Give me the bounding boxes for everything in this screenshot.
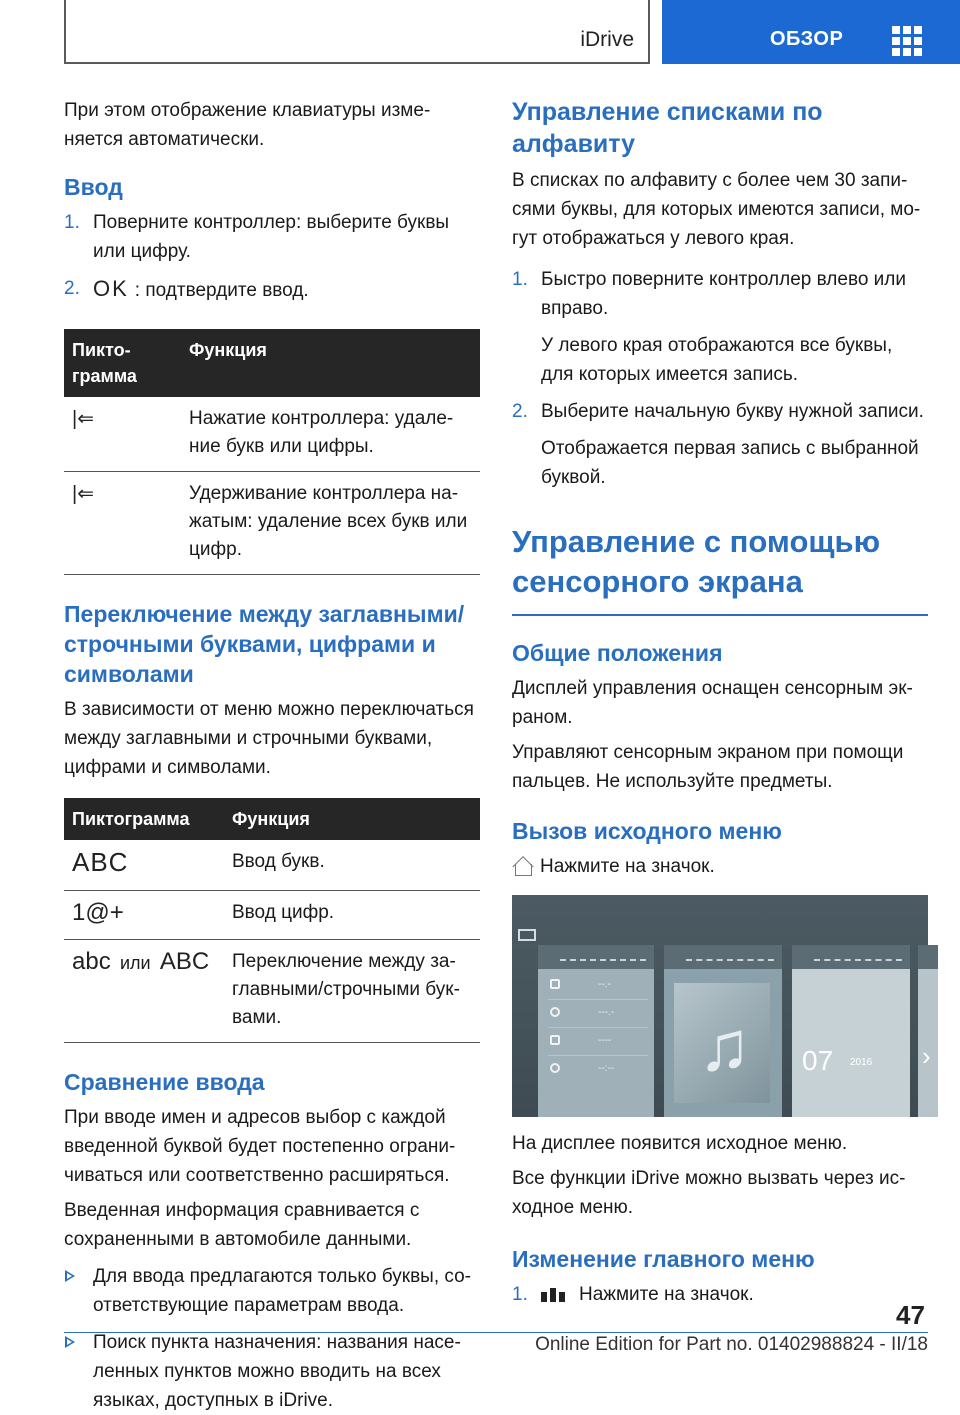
heading-alphabet: Управление списками по алфавиту [512, 98, 823, 158]
music-note-icon: ♫ [698, 1007, 751, 1085]
table-row: |⇐ Нажатие контроллера: удаление букв или цифры. [64, 397, 480, 472]
step-item: 1. Нажмите на значок. [512, 1284, 754, 1305]
ok-icon: OK [93, 276, 129, 301]
step-item: 1. Поверните контроллер: выберите буквы или цифру. [64, 212, 450, 262]
chevron-right-icon: › [922, 1041, 931, 1071]
home-icon [512, 856, 534, 876]
media-widget [664, 945, 782, 1117]
delete-all-icon: |⇐ [72, 483, 94, 505]
heading-touchscreen: Управление с помощью сенсорного экрана [512, 522, 928, 616]
home-instruction: Нажмите на значок. [512, 852, 928, 881]
list-item: Для ввода предлагаются только буквы, соответствующие параметрам ввода. [64, 1262, 480, 1320]
table-row: |⇐ Удерживание контроллера нажатым: удаление всех букв или цифр. [64, 472, 480, 575]
lowercase-icon: abc [72, 948, 111, 975]
phone-widget: 07 2016 [792, 945, 910, 1117]
paragraph-general-2: Управляют сенсорным экраном при помощи пальцев. Не используйте предметы. [512, 742, 904, 792]
picto-table [64, 798, 480, 1043]
left-column [64, 96, 480, 1415]
table-header-function: Функция [224, 798, 480, 840]
heading-change-menu: Изменение главного меню [512, 1246, 815, 1272]
menu-edit-icon [518, 929, 536, 941]
input-steps [64, 208, 480, 305]
header-frame [64, 0, 650, 64]
change-steps [512, 1280, 928, 1309]
header-tab-label: ОБЗОР [770, 28, 844, 50]
footer-edition: Online Edition for Part no. 01402988824 - II/18 [535, 1334, 928, 1355]
paragraph-alphabet: В списках по алфавиту с более чем 30 записями буквы, для которых имеются записи, могут отображаться у левого края. [512, 170, 921, 249]
digits-icon: 1@+ [72, 899, 124, 926]
page-number: 47 [896, 1300, 925, 1330]
step-item: 1. Быстро поверните контроллер влево или вправо. У левого края отображаются все буквы, для которых имеется запись. [512, 269, 906, 385]
heading-compare: Сравнение ввода [64, 1069, 265, 1095]
delete-icon: |⇐ [72, 408, 94, 430]
paragraph-switch: В зависимости от меню можно переключаться между заглавными и строчными буквами, цифрами и символами. [64, 699, 474, 778]
heading-switch-case: Переключение между заглавными/ строчными буквами, цифрами и символами [64, 601, 465, 687]
grid-icon [892, 26, 922, 54]
table-header-function: Функция [181, 329, 480, 397]
paragraph-keyboard-auto: При этом отображение клавиатуры изменяется автоматически. [64, 100, 431, 150]
table-header-picto: Пиктограмма [64, 798, 224, 840]
paragraph-compare-2: Введенная информация сравнивается с сохраненными в автомобиле данными. [64, 1200, 420, 1250]
heading-home-menu: Вызов исходного меню [512, 818, 782, 844]
list-item: Поиск пункта назначения: названия населенных пунктов можно вводить на всех языках, доступных в iDrive. [64, 1328, 480, 1415]
heading-input: Ввод [64, 174, 123, 200]
table-row: abc или ABC Переключение между заглавными/строчными буквами. [64, 940, 480, 1043]
delete-table [64, 329, 480, 575]
paragraph-compare-1: При вводе имен и адресов выбор с каждой введенной буквой будет постепенно ограничиваться или соответственно расширяться. [64, 1107, 456, 1186]
step-item: 2. Выберите начальную букву нужной записи. Отображается первая запись с выбранной буквой. [512, 401, 924, 488]
nav-widget: --.- ---.- ---- --:-- [538, 945, 654, 1117]
uppercase-icon: ABC [159, 948, 210, 975]
next-widget [918, 945, 938, 1117]
table-header-picto: Пиктограмма [64, 329, 181, 397]
screen-image [512, 895, 931, 1117]
header-tab-overview[interactable] [662, 0, 960, 64]
menu-bars-icon [541, 1288, 567, 1302]
table-row: ABC Ввод букв. [64, 840, 480, 891]
heading-general: Общие положения [512, 640, 723, 666]
header-section: iDrive [580, 28, 634, 51]
step-item: 2. OK : подтвердите ввод. [64, 276, 309, 301]
paragraph-after-2: Все функции iDrive можно вызвать через исходное меню. [512, 1168, 906, 1218]
table-row: 1@+ Ввод цифр. [64, 891, 480, 940]
paragraph-general-1: Дисплей управления оснащен сенсорным экраном. [512, 678, 913, 728]
right-column [512, 96, 931, 1309]
uppercase-icon: ABC [72, 847, 129, 877]
paragraph-after-1: На дисплее появится исходное меню. [512, 1133, 848, 1154]
footer-rule [64, 1332, 928, 1333]
alphabet-steps [512, 265, 928, 492]
triangle-bullet-icon [65, 1270, 75, 1282]
